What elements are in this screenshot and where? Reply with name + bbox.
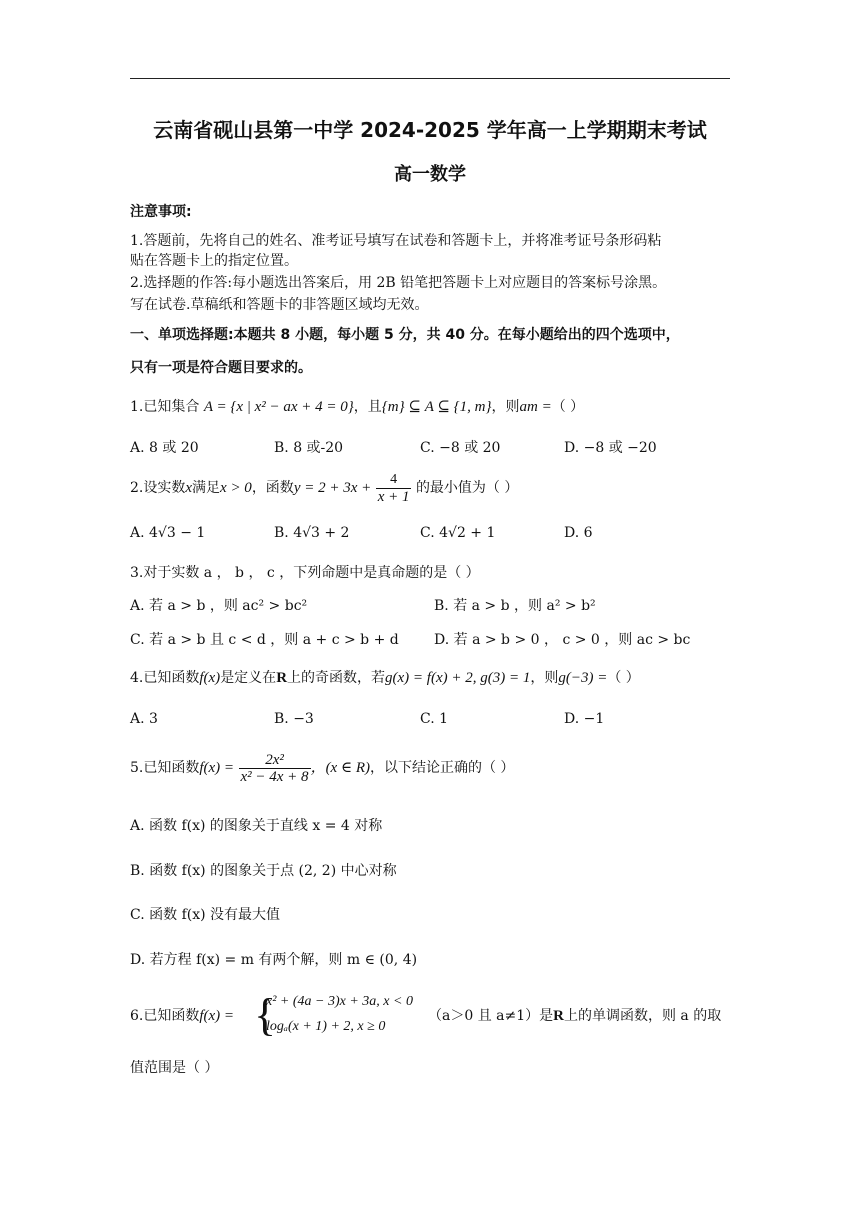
- am-expression: am =: [519, 399, 552, 415]
- question-6-prefix: 6.已知函数f(x) =: [130, 1008, 235, 1024]
- q4-option-b[interactable]: B. −3: [274, 711, 314, 727]
- question-4-stem: 4.已知函数f(x)是定义在R上的奇函数，若g(x) = f(x) + 2, g(3) = 1，则g(−3) =（ ）: [130, 670, 640, 686]
- piecewise-case-2: logₐ(x + 1) + 2, x ≥ 0: [266, 1019, 386, 1034]
- notice-item2-line2: 写在试卷.草稿纸和答题卡的非答题区域均无效。: [130, 297, 429, 313]
- q1-option-b[interactable]: B. 8 或-20: [274, 440, 344, 456]
- q5-option-c[interactable]: C. 函数 f(x) 没有最大值: [130, 907, 281, 923]
- q5-option-b[interactable]: B. 函数 f(x) 的图象关于点 (2, 2) 中心对称: [130, 863, 397, 879]
- exam-title: 云南省砚山县第一中学 2024-2025 学年高一上学期期末考试: [153, 118, 707, 142]
- notice-heading: 注意事项:: [130, 204, 192, 220]
- notice-item1-line2: 贴在答题卡上的指定位置。: [130, 253, 298, 269]
- q4-option-c[interactable]: C. 1: [420, 711, 449, 727]
- q2-option-d[interactable]: D. 6: [564, 525, 593, 541]
- q5-option-d[interactable]: D. 若方程 f(x) = m 有两个解，则 m ∈ (0, 4): [130, 952, 418, 968]
- q4-option-a[interactable]: A. 3: [130, 711, 158, 727]
- q1-option-a[interactable]: A. 8 或 20: [130, 440, 199, 456]
- fraction-2x2-over-quadratic: $\frac{\text{2x²}}{\text{x² − 4x + 8}}$: [240, 751, 309, 785]
- q5-option-a[interactable]: A. 函数 f(x) 的图象关于直线 x = 4 对称: [130, 818, 383, 834]
- q3-option-d[interactable]: D. 若 a > b > 0 ， c > 0 ，则 ac > bc: [434, 632, 691, 648]
- q3-option-b[interactable]: B. 若 a > b ，则 a² > b²: [434, 598, 596, 614]
- exam-subject: 高一数学: [394, 164, 466, 185]
- question-3-stem: 3.对于实数 a ， b ， c ，下列命题中是真命题的是（ ）: [130, 565, 480, 581]
- set-a-definition: A = {x | x² − ax + 4 = 0}: [203, 399, 354, 415]
- q2-option-a[interactable]: A. 4√3 − 1: [130, 525, 206, 541]
- function-y: y = 2 + 3x +: [293, 480, 372, 496]
- question-6-line2: 值范围是（ ）: [130, 1060, 219, 1076]
- question-6-condition: （a＞0 且 a≠1）是R上的单调函数，则 a 的取: [428, 1008, 722, 1024]
- header-rule: [130, 78, 730, 79]
- fraction-4-over-x-plus-1: $\frac{4}{x + 1}$: [377, 471, 410, 505]
- question-5-stem: 5.已知函数f(x) = $\frac{\text{2x²}}{\text{x² − 4x + 8}}$ ，(x ∈ R)，以下结论正确的（ ）: [130, 751, 515, 785]
- q4-option-d[interactable]: D. −1: [564, 711, 605, 727]
- q3-option-a[interactable]: A. 若 a > b ，则 ac² > bc²: [130, 598, 308, 614]
- section-heading-line1: 一、单项选择题:本题共 8 小题，每小题 5 分，共 40 分。在每小题给出的四个选项中，: [130, 327, 680, 343]
- q1-option-d[interactable]: D. −8 或 −20: [564, 440, 657, 456]
- subset-condition: {m} ⊆ A ⊆ {1, m}: [381, 399, 492, 415]
- question-2-stem: 2.设实数x满足x > 0，函数y = 2 + 3x + $\frac{4}{x + 1}$ 的最小值为（ ）: [130, 471, 519, 505]
- notice-item1-line1: 1.答题前，先将自己的姓名、准考证号填写在试卷和答题卡上，并将准考证号条形码粘: [130, 233, 662, 249]
- piecewise-brace: {: [254, 989, 277, 1040]
- section-heading-line2: 只有一项是符合题目要求的。: [130, 360, 312, 376]
- q2-option-c[interactable]: C. 4√2 + 1: [420, 525, 496, 541]
- notice-item2-line1: 2.选择题的作答:每小题选出答案后，用 2B 铅笔把答题卡上对应题目的答案标号涂黑。: [130, 275, 667, 291]
- q1-option-c[interactable]: C. −8 或 20: [420, 440, 501, 456]
- question-1-stem: 1.已知集合 A = {x | x² − ax + 4 = 0}，且{m} ⊆ A ⊆ {1, m}，则am =（ ）: [130, 399, 585, 415]
- piecewise-case-1: x² + (4a − 3)x + 3a, x < 0: [266, 994, 413, 1009]
- q3-option-c[interactable]: C. 若 a > b 且 c < d ，则 a + c > b + d: [130, 632, 399, 648]
- q2-option-b[interactable]: B. 4√3 + 2: [274, 525, 350, 541]
